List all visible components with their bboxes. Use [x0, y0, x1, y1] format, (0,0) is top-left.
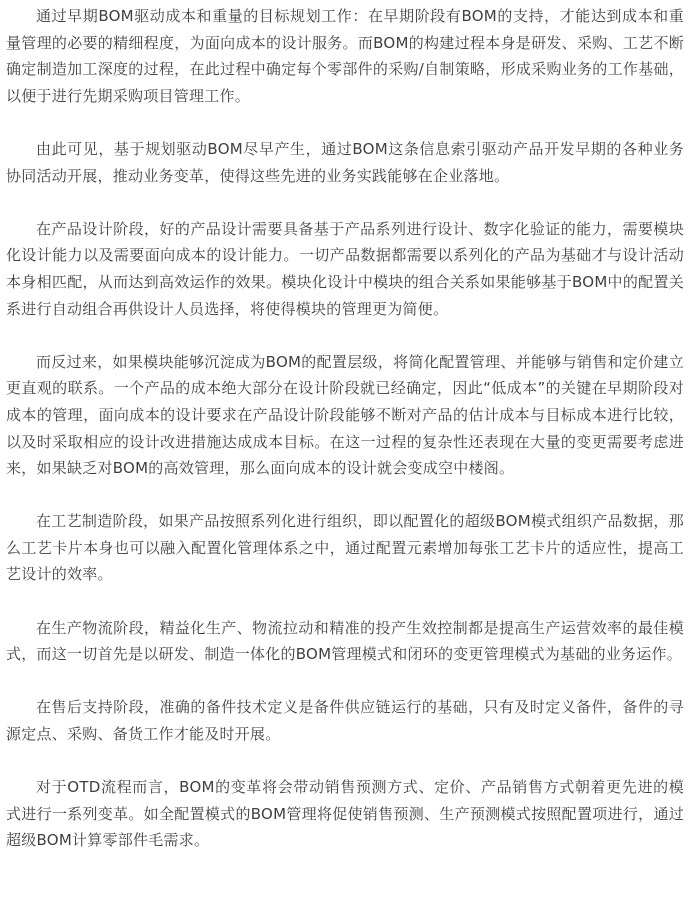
paragraph: 而反过来，如果模块能够沉淀成为BOM的配置层级，将简化配置管理、并能够与销售和定价建立更直观的联系。一个产品的成本绝大部分在设计阶段就已经确定，因此“低成本”的关键在早期阶段对成本的管理，面向成本的设计要求在产品设计阶段能够不断对产品的估计成本与目标成本进行比较，以及时采取相应的设计改进措施达成成本目标。在这一过程的复杂性还表现在大量的变更需要考虑进来，如果缺乏对BOM的高效管理，那么面向成本的设计就会变成空中楼阁。: [6, 352, 684, 478]
paragraph: 由此可见，基于规划驱动BOM尽早产生，通过BOM这条信息索引驱动产品开发早期的各种业务协同活动开展，推动业务变革，使得这些先进的业务实践能够在企业落地。: [6, 139, 684, 185]
paragraph: 在产品设计阶段，好的产品设计需要具备基于产品系列进行设计、数字化验证的能力，需要模块化设计能力以及需要面向成本的设计能力。一切产品数据都需要以系列化的产品为基础才与设计活动本身相匹配，从而达到高效运作的效果。模块化设计中模块的组合关系如果能够基于BOM中的配置关系进行自动组合再供设计人员选择，将使得模块的管理更为简便。: [6, 219, 684, 318]
paragraph: 在工艺制造阶段，如果产品按照系列化进行组织，即以配置化的超级BOM模式组织产品数据，那么工艺卡片本身也可以融入配置化管理体系之中，通过配置元素增加每张工艺卡片的适应性，提高工艺设计的效率。: [6, 512, 684, 584]
paragraph: 通过早期BOM驱动成本和重量的目标规划工作：在早期阶段有BOM的支持，才能达到成本和重量管理的必要的精细程度，为面向成本的设计服务。而BOM的构建过程本身是研发、采购、工艺不断确定制造加工深度的过程，在此过程中确定每个零部件的采购/自制策略，形成采购业务的工作基础，以便于进行先期采购项目管理工作。: [6, 7, 684, 105]
paragraph: 在售后支持阶段，准确的备件技术定义是备件供应链运行的基础，只有及时定义备件，备件的寻源定点、采购、备货工作才能及时开展。: [6, 698, 684, 744]
article-body: [6, 3, 684, 854]
paragraph: 在生产物流阶段，精益化生产、物流拉动和精准的投产生效控制都是提高生产运营效率的最佳模式，而这一切首先是以研发、制造一体化的BOM管理模式和闭环的变更管理模式为基础的业务运作。: [6, 618, 684, 664]
paragraph: 对于OTD流程而言，BOM的变革将会带动销售预测方式、定价、产品销售方式朝着更先进的模式进行一系列变革。如全配置模式的BOM管理将促使销售预测、生产预测模式按照配置项进行，通过超级BOM计算零部件毛需求。: [6, 778, 684, 850]
